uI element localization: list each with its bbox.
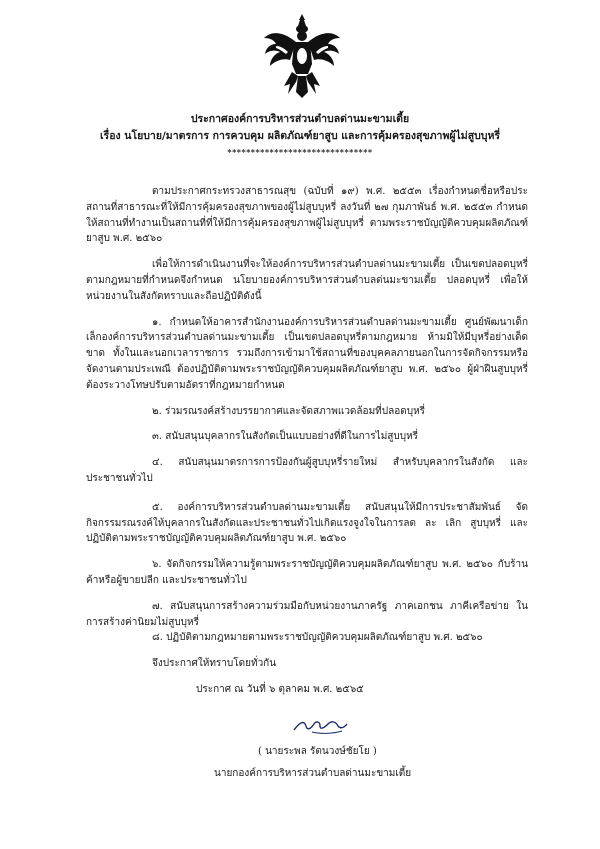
garuda-emblem-icon (262, 12, 342, 100)
policy-item-7: ๗. สนับสนุนการสร้างความร่วมมือกับหน่วยงานภาครัฐ ภาคเอกชน ภาคีเครือข่าย ในการสร้างค่านิยมไม่สูบบุหรี่ (86, 600, 528, 628)
policy-item-6: ๖. จัดกิจกรรมให้ความรู้ตามพระราชบัญญัติควบคุมผลิตภัณฑ์ยาสูบ พ.ศ. ๒๕๖๐ กับร้านค้าหรือผู้ขายปลีก และประชาชนทั่วไป (86, 559, 528, 586)
policy-item-1: ๑. กำหนดให้อาคารสำนักงานองค์การบริหารส่วนตำบลด่านมะขามเตี้ย ศูนย์พัฒนาเด็กเล็กองค์การบริหารส่วนตำบลด่านมะขามเตี้ย เป็นเขตปลอดบุหรี่ตามกฎหมาย ห้ามมิให้มีบุหรี่อย่างเด็ดขาด ทั้งในและนอกเวลาราชการ รวมถึงการเข้ามาใช้สถานที่ของบุคคลภายนอกในการจัดกิจกรรมหรือจัดงานตามประเพณี ต้องปฏิบัติตามพระราชบัญญัติควบคุมผลิตภัณฑ์ยาสูบ พ.ศ. ๒๕๖๐ ผู้ฝ่าฝืนสูบบุหรี่ต้องระวางโทษปรับตามอัตราที่กฎหมายกำหนด (86, 316, 528, 391)
closing-statement: จึงประกาศให้ทราบโดยทั่วกัน (152, 658, 277, 670)
announcement-date: ประกาศ ณ วันที่ ๖ ตุลาคม พ.ศ. ๒๕๖๕ (196, 683, 364, 695)
policy-item-4: ๔. สนับสนุนมาตรการการป้องกันผู้สูบบุหรี่รายใหม่ สำหรับบุคลากรในสังกัด และประชาชนทั่วไป (86, 457, 528, 484)
announcement-title: ประกาศองค์การบริหารส่วนตำบลด่านมะขามเตี้ย (190, 113, 410, 125)
signatory-name: ( นายระพล รัตนวงษ์ชัยโย ) (258, 746, 377, 757)
divider-stars: ******************************* (227, 147, 373, 157)
policy-item-8: ๘. ปฏิบัติตามกฎหมายตามพระราชบัญญัติควบคุมผลิตภัณฑ์ยาสูบ พ.ศ. ๒๕๖๐ (152, 632, 483, 644)
paragraph-purpose: เพื่อให้การดำเนินงานที่จะให้องค์การบริหารส่วนตำบลด่านมะขามเตี้ย เป็นเขตปลอดบุหรี่ตามกฎหมายที่กำหนดจึงกำหนด นโยบายองค์การบริหารส่วนตำบลด่นมะขามเตี้ย ปลอดบุหรี่ เพื่อให้หน่วยงานในสังกัดทราบและถือปฏิบัติดังนี้ (86, 259, 528, 302)
signatory-position: นายกองค์การบริหารส่วนตำบลด่านมะขามเตี้ย (214, 768, 412, 779)
signature-icon (290, 712, 350, 738)
policy-item-3: ๓. สนับสนุนบุคลากรในสังกัดเป็นแบบอย่างที่ดีในการไม่สูบบุหรี่ (152, 431, 419, 443)
announcement-subject: เรื่อง นโยบาย/มาตรการ การควบคุม ผลิตภัณฑ์ยาสูบ และการคุ้มครองสุขภาพผู้ไม่สูบบุหรี่ (99, 130, 501, 142)
policy-item-2: ๒. ร่วมรณรงค์สร้างบรรยากาศและจัดสภาพแวดล้อมที่ปลอดบุหรี่ (152, 405, 426, 417)
paragraph-intro: ตามประกาศกระทรวงสาธารณสุข (ฉบับที่ ๑๙) พ.ศ. ๒๕๕๓ เรื่องกำหนดชื่อหรือประสถานที่สาธารณะที่ให้มีการคุ้มครองสุขภาพของผู้ไม่สูบบุหรี่ ลงวันที่ ๒๗ กุมภาพันธ์ พ.ศ. ๒๕๕๓ กำหนดให้สถานที่ทำงานเป็นสถานที่ที่ให้มีการคุ้มครองสุขภาพผู้ไม่สูบบุหรี่ ตามพระราชบัญญัติควบคุมผลิตภัณฑ์ยาสูบ พ.ศ. ๒๕๖๐ (86, 186, 528, 245)
policy-item-5: ๕. องค์การบริหารส่วนตำบลด่านมะขามเตี้ย สนับสนุนให้มีการประชาสัมพันธ์ จัดกิจกรรมรณรงค์ให้บุคลากรในสังกัดและประชาชนทั่วไปเกิดแรงจูงใจในการลด ละ เลิก สูบบุหรี่ และปฏิบัติตามพระราชบัญญัติควบคุมผลิตภัณฑ์ยาสูบ พ.ศ. ๒๕๖๐ (86, 501, 528, 545)
announcement-body (86, 184, 528, 698)
